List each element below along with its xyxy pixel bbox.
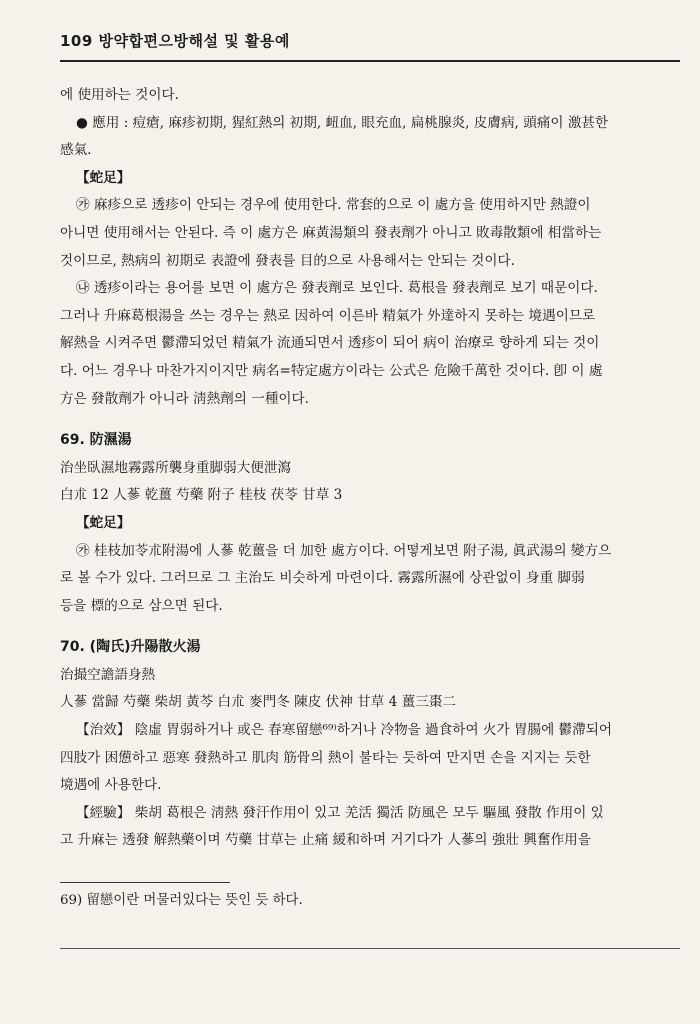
bottom-rule [60, 948, 680, 949]
text-line: ㉮ 麻疹으로 透疹이 안되는 경우에 使用한다. 常套的으로 이 處方을 使用하지만 熱證이 [76, 197, 591, 214]
text-line: 고 升麻는 透發 解熱藥이며 芍藥 甘草는 止痛 緩和하며 거기다가 人蔘의 強壯 興奮作用을 [60, 832, 591, 849]
text-line: 四肢가 困憊하고 惡寒 發熱하고 肌肉 筋骨의 熱이 불타는 듯하여 만지면 손을 지지는 듯한 [60, 749, 591, 766]
text-line: 解熱을 시켜주면 鬱滯되었던 精氣가 流通되면서 透疹이 되어 病이 治療로 향하게 되는 것이 [60, 335, 600, 352]
footnote-rule [60, 882, 230, 883]
text-line: 아니면 使用해서는 안된다. 즉 이 處方은 麻黃湯類의 發表劑가 아니고 敗毒散類에 相當하는 [60, 224, 602, 241]
text-line: 것이므로, 熱病의 初期로 表證에 發表를 目的으로 사용해서는 안되는 것이다. [60, 252, 515, 269]
section-heading-70: 70. (陶氏)升陽散火湯 [60, 639, 201, 656]
section-label-snake-foot: 【蛇足】 [76, 514, 131, 531]
text-line: 에 使用하는 것이다. [60, 87, 179, 103]
indication-line: 治坐臥濕地霧露所襲身重脚弱大便泄瀉 [60, 459, 292, 476]
application-line: ● 應用 : 痘瘡, 麻疹初期, 猩紅熱의 初期, 衄血, 眼充血, 扁桃腺炎, 皮膚病, 頭痛이 激甚한 [76, 114, 609, 131]
section-heading-69: 69. 防濕湯 [60, 432, 132, 449]
text-line: 로 볼 수가 있다. 그러므로 그 主治도 비슷하게 마련이다. 霧露所濕에 상관없이 身重 脚弱 [60, 570, 585, 587]
indication-line: 治撮空譫語身熱 [60, 666, 156, 683]
experience-line: 【經驗】 柴胡 葛根은 淸熱 發汗作用이 있고 羌活 獨活 防風은 모두 驅風 發散 作用이 있 [76, 804, 604, 821]
text-line: 境遇에 사용한다. [60, 777, 162, 794]
ingredients-line: 人蔘 當歸 芍藥 柴胡 黃芩 白朮 麥門冬 陳皮 伏神 甘草 4 薑三棗二 [60, 694, 457, 711]
body-text [60, 82, 672, 855]
text-line: 다. 어느 경우나 마찬가지이지만 病名=特定處方이라는 公式은 危險千萬한 것이다. 卽 이 處 [60, 362, 603, 379]
text-line: 그러나 升麻葛根湯을 쓰는 경우는 熱로 因하여 이른바 精氣가 外達하지 못하는 境遇이므로 [60, 307, 596, 324]
text-line: ㉯ 透疹이라는 용어를 보면 이 處方은 發表劑로 보인다. 葛根을 發表劑로 보기 때문이다. [76, 280, 598, 297]
text-line: 方은 發散劑가 아니라 淸熱劑의 一種이다. [60, 390, 310, 407]
text-line: 등을 標的으로 삼으면 된다. [60, 597, 223, 614]
effect-line: 【治效】 陰虛 胃弱하거나 或은 春寒留戀⁶⁹⁾하거나 冷物을 過食하여 火가 胃腸에 鬱滯되어 [76, 722, 613, 739]
text-line: 感氣. [60, 142, 92, 159]
header-rule [60, 60, 680, 62]
section-label-snake-foot: 【蛇足】 [76, 169, 131, 186]
page-header: 109 방약합편으방해설 및 활용예 [60, 32, 290, 50]
ingredients-line: 白朮 12 人蔘 乾薑 芍藥 附子 桂枝 茯苓 甘草 3 [60, 487, 343, 504]
text-line: ㉮ 桂枝加苓朮附湯에 人蔘 乾薑을 더 加한 處方이다. 어떻게보면 附子湯, 眞武湯의 變方으 [76, 542, 612, 559]
footnote: 69) 留戀이란 머물러있다는 뜻인 듯 하다. [60, 893, 303, 908]
